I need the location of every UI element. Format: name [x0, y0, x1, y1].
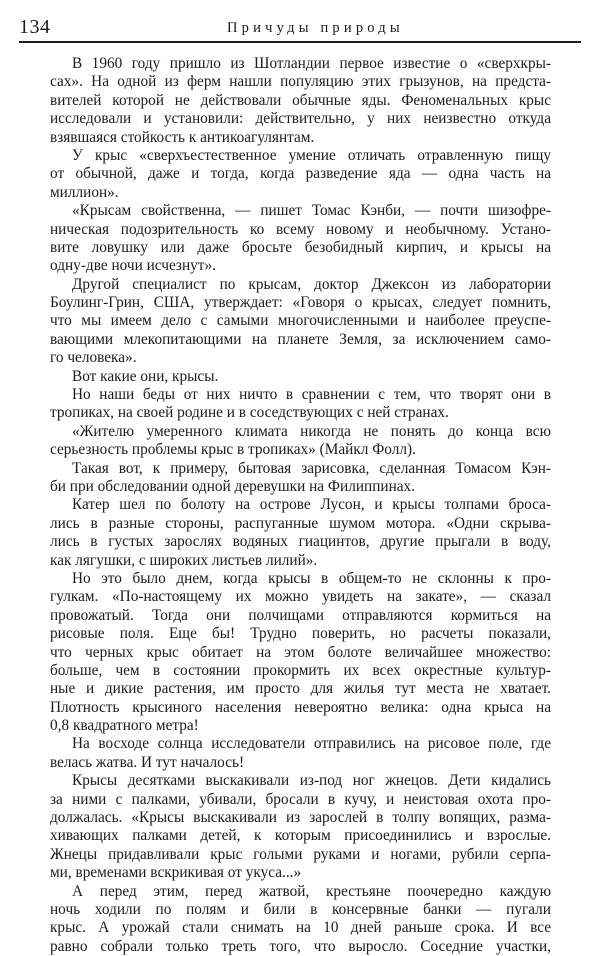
text-line: как лягушки, с широких листьев лилий».	[50, 551, 318, 569]
paragraph	[50, 570, 551, 736]
text-line: велась жатва. И тут началось!	[50, 753, 245, 771]
text-line: от обычной, даже и тогда, когда разведение яда — одна часть на	[50, 165, 551, 183]
text-line: Другой специалист по крысам, доктор Джексон из лаборатории	[72, 275, 551, 293]
text-line: Жнецы придавливали крыс голыми руками и ногами, рубили серпа-	[50, 845, 551, 863]
text-line: Но наши беды от них ничто в сравнении с тем, что творят они в	[72, 386, 551, 404]
text-line: го человека».	[50, 349, 137, 367]
text-line: В 1960 году пришло из Шотландии первое известие о «сверхкры-	[72, 55, 551, 72]
text-line: миллион».	[50, 183, 119, 201]
text-line: исследовали и установили: действительно, у них неизвестно откуда	[50, 110, 551, 128]
text-line: рисовые поля. Еще бы! Трудно поверить, но расчеты показали,	[50, 625, 551, 643]
paragraph	[50, 460, 551, 497]
text-line: должалась. «Крысы выскакивали из зарослей в толпу вопящих, разма-	[50, 809, 551, 827]
text-line: Крысы десятками выскакивали из-под ног жнецов. Дети кидались	[72, 772, 551, 790]
text-line: равно собрали только треть того, что выросло. Соседние участки,	[50, 937, 551, 955]
paragraph	[50, 368, 551, 386]
text-line: тропиках, на своей родине и в соседствующих с ней странах.	[50, 404, 449, 422]
text-line: 0,8 квадратного метра!	[50, 717, 199, 735]
paragraph	[50, 147, 551, 202]
paragraph	[50, 735, 551, 772]
paragraph	[50, 55, 551, 147]
text-line: крыс. А урожай стали снимать на 10 дней раньше срока. И все	[50, 919, 551, 937]
text-line: На восходе солнца исследователи отправились на рисовое поле, где	[72, 735, 551, 753]
text-line: Но это было днем, когда крысы в общем-то не склонны к про-	[72, 569, 551, 587]
text-line: Вот какие они, крысы.	[72, 367, 219, 385]
text-line: серьезность проблемы крыс в тропиках» (Майкл Фолл).	[50, 441, 416, 459]
text-line: что мы имеем дело с самыми многочисленными и наиболее преуспе-	[50, 312, 551, 330]
header-rule	[19, 41, 581, 43]
text-line: ми, временами вскрикивая от укуса...»	[50, 864, 302, 882]
text-line: сах». На одной из ферм нашли популяцию этих грызунов, на предста-	[50, 73, 551, 91]
text-line: что черных крыс обитает на этом болоте величайшее множество:	[50, 643, 551, 661]
text-line: гулкам. «По-настоящему их можно увидеть на закате», — сказал	[50, 588, 551, 606]
text-line: «Крысам свойственна, — пишет Томас Кэнби, — почти шизофре-	[72, 202, 551, 220]
paragraph	[50, 883, 551, 956]
body-text	[50, 55, 551, 956]
text-line: больше, чем в состоянии прокормить их всех окрестные культур-	[50, 661, 551, 679]
paragraph	[50, 496, 551, 570]
paragraph	[50, 202, 551, 276]
text-line: хивающих палками детей, к которым присоединились и взрослые.	[50, 827, 551, 845]
text-line: А перед этим, перед жатвой, крестьяне поочередно каждую	[72, 882, 551, 900]
running-title: Причуды природы	[227, 20, 404, 36]
paragraph	[50, 276, 551, 368]
text-line: Плотность крысиного населения невероятно велика: одна крыса на	[50, 698, 551, 716]
text-line: ные и дикие растения, им просто для жилья тут места не хватает.	[50, 680, 551, 698]
text-line: Катер шел по болоту на острове Лусон, и крысы толпами броса-	[72, 496, 551, 514]
text-line: одну-две ночи исчезнут».	[50, 257, 216, 275]
text-line: У крыс «сверхъестественное умение отличать отравленную пищу	[72, 146, 551, 164]
paragraph	[50, 386, 551, 423]
paragraph	[50, 423, 551, 460]
text-line: Такая вот, к примеру, бытовая зарисовка, сделанная Томасом Кэн-	[72, 459, 551, 477]
text-line: взявшаяся стойкость к антикоагулянтам.	[50, 128, 315, 146]
text-line: Боулинг-Грин, США, утверждает: «Говоря о крысах, следует помнить,	[50, 294, 551, 312]
paragraph	[50, 772, 551, 882]
page-header	[19, 14, 581, 40]
text-line: ническая подозрительность ко всему новому и необычному. Устано-	[50, 220, 551, 238]
text-line: лись в густых зарослях водяных гиацинтов, другие прыгали в воду,	[50, 533, 551, 551]
text-line: вающими млекопитающими на планете Земля, за исключением само-	[50, 330, 551, 348]
text-line: за ними с палками, убивали, бросали в кучу, и неистовая охота про-	[50, 790, 551, 808]
text-line: лись в разные стороны, распуганные шумом мотора. «Одни скрыва-	[50, 514, 551, 532]
text-line: би при обследовании одной деревушки на Филиппинах.	[50, 477, 416, 495]
text-line: провожатый. Тогда они полчищами отправляются кормиться на	[50, 606, 551, 624]
text-line: «Жителю умеренного климата никогда не понять до конца всю	[72, 422, 551, 440]
text-line: вителей которой не действовали обычные яды. Феноменальных крыс	[50, 91, 551, 109]
page-number: 134	[19, 16, 51, 38]
text-line: ночь ходили по полям и били в консервные банки — пугали	[50, 900, 551, 918]
text-line: вите ловушку или даже бросьте безобидный кирпич, и крысы на	[50, 238, 551, 256]
